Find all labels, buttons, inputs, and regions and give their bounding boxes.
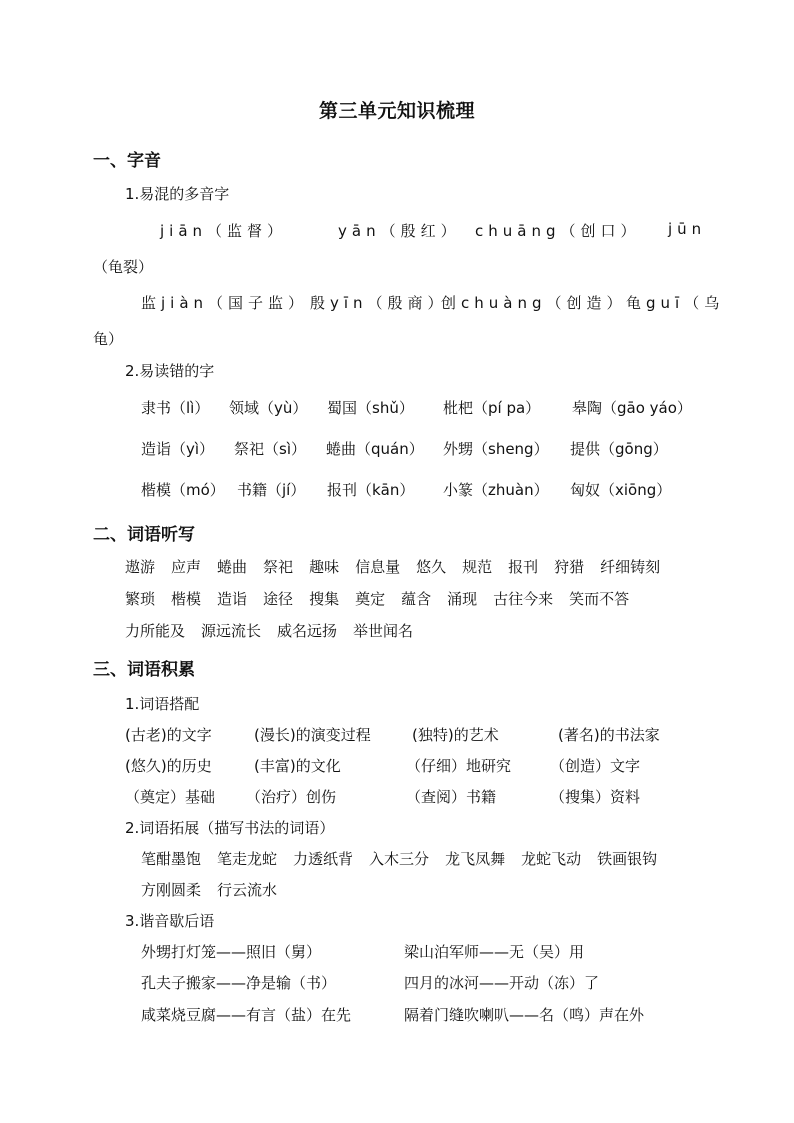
page-title: 第三单元知识梳理 (318, 100, 475, 122)
misread-item: 隶书（lì） (141, 399, 210, 417)
word: 途径 (263, 590, 294, 608)
word: 祭祀 (263, 558, 294, 576)
word: 举世闻名 (353, 622, 414, 640)
word: 造诣 (217, 590, 248, 608)
dictation-line-1 (125, 556, 660, 577)
xiehouyu-item: 四月的冰河——开动（冻）了 (404, 974, 600, 992)
word: 搜集 (309, 590, 340, 608)
word: 力透纸背 (293, 850, 354, 868)
word: 铁画银钩 (597, 850, 658, 868)
word: 行云流水 (217, 881, 278, 899)
word: 笔酣墨饱 (141, 850, 202, 868)
xiehouyu-item: 梁山泊军师——无（吴）用 (404, 943, 585, 961)
word: 应声 (171, 558, 202, 576)
collocation-item: （奠定）基础 (125, 788, 216, 806)
collocation-item: (丰富)的文化 (254, 757, 341, 775)
subheading-expansion: 2.词语拓展（描写书法的词语） (125, 819, 335, 837)
word: 信息量 (355, 558, 401, 576)
misread-item: 书籍（jí） (237, 481, 306, 499)
word: 龙飞凤舞 (445, 850, 506, 868)
word: 威名远扬 (277, 622, 338, 640)
collocation-item: （治疗）创伤 (246, 788, 337, 806)
subheading-polyphonic: 1.易混的多音字 (125, 185, 230, 203)
word: 遨游 (125, 558, 156, 576)
collocation-item: （仔细）地研究 (406, 757, 512, 775)
misread-item: 造诣（yì） (141, 440, 215, 458)
misread-item: 领域（yù） (229, 399, 308, 417)
misread-item: 皋陶（gāo yáo） (572, 399, 692, 417)
word: 源远流长 (201, 622, 262, 640)
word: 规范 (462, 558, 493, 576)
misread-item: 楷模（mó） (141, 481, 225, 499)
xiehouyu-item: 外甥打灯笼——照旧（舅） (141, 943, 322, 961)
polyphonic-item: 监jiàn（国子监） (141, 294, 309, 312)
word: 趣味 (309, 558, 340, 576)
polyphonic-item: yān（殷红） (338, 222, 461, 240)
word: 繁琐 (125, 590, 156, 608)
polyphonic-item: 殷yīn（殷商） (310, 294, 448, 312)
misread-item: 小篆（zhuàn） (443, 481, 549, 499)
misread-item: 祭祀（sì） (234, 440, 306, 458)
word: 狩猎 (554, 558, 585, 576)
word: 笑而不答 (569, 590, 630, 608)
collocation-item: (悠久)的历史 (125, 757, 212, 775)
collocation-item: （搜集）资料 (550, 788, 641, 806)
word: 楷模 (171, 590, 202, 608)
polyphonic-item: jūn (668, 220, 707, 238)
polyphonic-item-wrap: 龟） (93, 330, 124, 348)
word: 涌现 (447, 590, 478, 608)
dictation-line-3 (125, 620, 429, 641)
section-heading-dictation: 二、词语听写 (93, 525, 195, 545)
word: 龙蛇飞动 (521, 850, 582, 868)
word: 悠久 (416, 558, 447, 576)
collocation-item: (漫长)的演变过程 (254, 726, 371, 744)
polyphonic-item: 创chuàng（创造） (441, 294, 627, 312)
polyphonic-item: chuāng（创口） (475, 222, 641, 240)
word: 蜷曲 (217, 558, 248, 576)
word: 报刊 (508, 558, 539, 576)
word: 力所能及 (125, 622, 186, 640)
collocation-item: (古老)的文字 (125, 726, 212, 744)
section-heading-pronunciation: 一、字音 (93, 151, 161, 171)
section-heading-accumulation: 三、词语积累 (93, 660, 195, 680)
collocation-item: （查阅）书籍 (406, 788, 497, 806)
collocation-item: (独特)的艺术 (412, 726, 499, 744)
misread-item: 匈奴（xiōng） (570, 481, 672, 499)
word: 奠定 (355, 590, 386, 608)
subheading-misread: 2.易读错的字 (125, 362, 215, 380)
misread-item: 外甥（sheng） (443, 440, 549, 458)
subheading-xiehouyu: 3.谐音歇后语 (125, 912, 215, 930)
polyphonic-item: 龟guī（乌 (626, 294, 725, 312)
misread-item: 蜀国（shǔ） (327, 399, 414, 417)
expansion-line-1 (141, 848, 657, 869)
expansion-line-2 (141, 879, 293, 900)
word: 蕴含 (401, 590, 432, 608)
word: 方刚圆柔 (141, 881, 202, 899)
word: 笔走龙蛇 (217, 850, 278, 868)
collocation-item: （创造）文字 (550, 757, 641, 775)
misread-item: 蜷曲（quán） (326, 440, 424, 458)
misread-item: 提供（gōng） (570, 440, 668, 458)
xiehouyu-item: 隔着门缝吹喇叭——名（鸣）声在外 (404, 1006, 645, 1024)
xiehouyu-item: 孔夫子搬家——净是输（书） (141, 974, 337, 992)
misread-item: 报刊（kān） (327, 481, 415, 499)
subheading-collocation: 1.词语搭配 (125, 695, 200, 713)
dictation-line-2 (125, 588, 645, 609)
collocation-item: (著名)的书法家 (558, 726, 660, 744)
word: 入木三分 (369, 850, 430, 868)
xiehouyu-item: 咸菜烧豆腐——有言（盐）在先 (141, 1006, 352, 1024)
word: 纤细铸刻 (600, 558, 661, 576)
word: 古往今来 (493, 590, 554, 608)
polyphonic-item-wrap: （龟裂） (93, 258, 154, 276)
polyphonic-item: jiān（监督） (160, 222, 288, 240)
misread-item: 枇杷（pí pa） (443, 399, 541, 417)
